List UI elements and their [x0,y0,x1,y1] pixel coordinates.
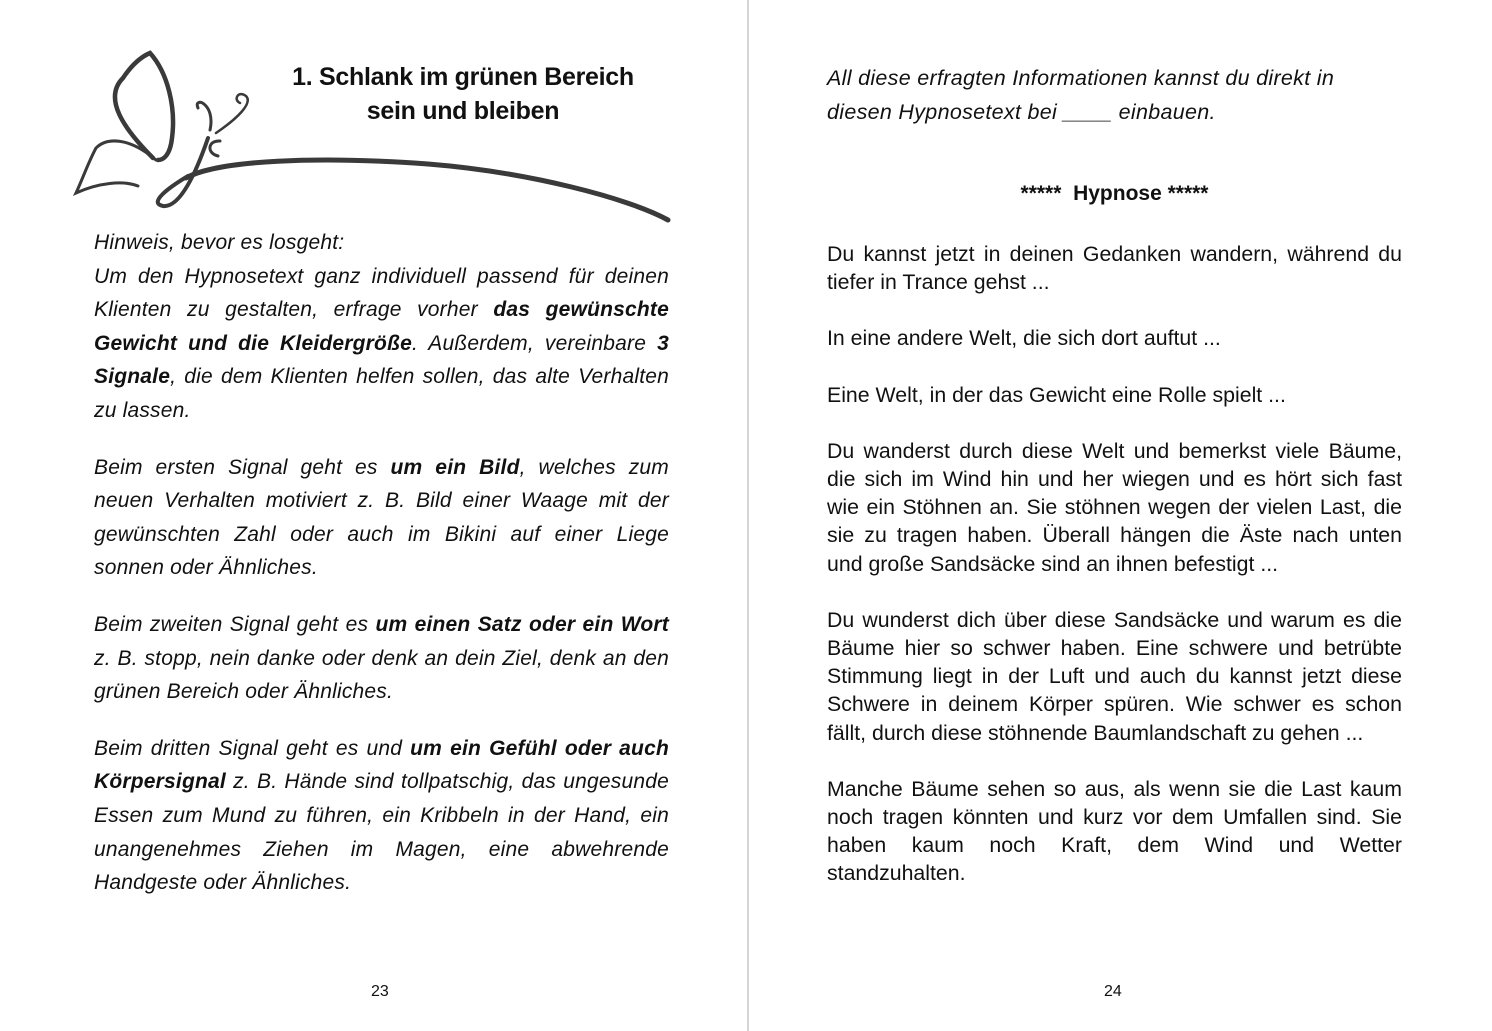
heading-stars: ***** [1020,182,1062,205]
bold-text: um ein Bild [390,455,520,479]
bold-text: um ein Gefühl oder auch Körpersignal [94,736,669,794]
paragraph: In eine andere Welt, die sich dort auftut ... [827,326,1221,351]
bold-text: um einen Satz oder ein Wort [375,612,669,636]
paragraph [94,451,669,585]
bold-text: 3 Signale [94,331,669,389]
chapter-title [250,60,676,128]
hypnosis-text [827,240,1402,916]
paragraph: Eine Welt, in der das Gewicht eine Rolle spielt ... [827,382,1286,407]
chapter-title-line2: sein und bleiben [366,97,560,125]
paragraph: Manche Bäume sehen so aus, als wenn sie die Last kaum noch tragen könnten und kurz vor dem Umfallen sind. Sie haben kaum noch Kraft, dem Wind und Wetter standzuhalten. [827,776,1402,886]
hypnosis-heading [827,182,1402,206]
paragraph: Du kannst jetzt in deinen Gedanken wandern, während du tiefer in Trance gehst ... [827,242,1402,295]
text-segment: Beim ersten Signal geht es [94,455,391,479]
text-segment: , die dem Klienten helfen sollen, das alte Verhalten zu lassen. [94,365,669,422]
text-segment: z. B. stopp, nein danke oder denk an dein Ziel, denk an den grünen Bereich oder Ähnliches. [94,646,669,704]
bold-text: das gewünschte Gewicht und die Kleidergröße [94,298,669,355]
text-segment: Hinweis, bevor es losgeht: [94,231,345,254]
paragraph: Du wunderst dich über diese Sandsäcke und warum es die Bäume hier so schwer haben. Eine schwere und betrübte Stimmung liegt in der Luft und auch du kannst jetzt diese Schwere in deinem Körper spüren. Wie schwer es schon fällt, durch diese stöhnende Baumlandschaft zu gehen ... [827,607,1402,745]
text-segment: . Außerdem, vereinbare [412,331,658,355]
chapter-title-line1: 1. Schlank im grünen Bereich [292,63,634,91]
paragraph: Du wanderst durch diese Welt und bemerkst viele Bäume, die sich im Wind hin und her wiegen und es hört sich fast wie ein Stöhnen an. Sie stöhnen wegen der vielen Last, die sie zu tragen haben. Überall hängen die Äste nach unten und große Sandsäcke sind an ihnen befestigt ... [827,438,1402,576]
intro-text: All diese erfragten Informationen kannst du direkt in diesen Hypnosetext bei ____ einbauen. [827,66,1335,124]
text-segment: , welches zum neuen Verhalten motiviert z. B. Bild einer Waage mit der gewünschten Zahl oder auch im Bikini auf einer Liege sonnen oder Ähnliches. [94,455,669,580]
text-segment: z. B. Hände sind tollpatschig, das ungesunde Essen zum Mund zu führen, ein Kribbeln in der Hand, ein unangenehmes Ziehen im Magen, eine abwehrende Handgeste oder Ähnliches. [94,770,669,895]
page-number: 23 [371,983,389,1000]
text-segment: Beim zweiten Signal geht es [94,612,376,636]
text-segment: Beim dritten Signal geht es und [94,736,411,760]
text-segment: Um den Hypnosetext ganz individuell passend für deinen Klienten zu gestalten, erfrage vorher [94,264,669,322]
page-number: 24 [1104,983,1122,1000]
paragraph [94,732,669,900]
heading-stars: ***** [1167,182,1209,205]
paragraph [94,608,669,709]
instructions-text [94,226,669,923]
paragraph [94,226,669,428]
heading-text: Hypnose [1073,182,1162,205]
